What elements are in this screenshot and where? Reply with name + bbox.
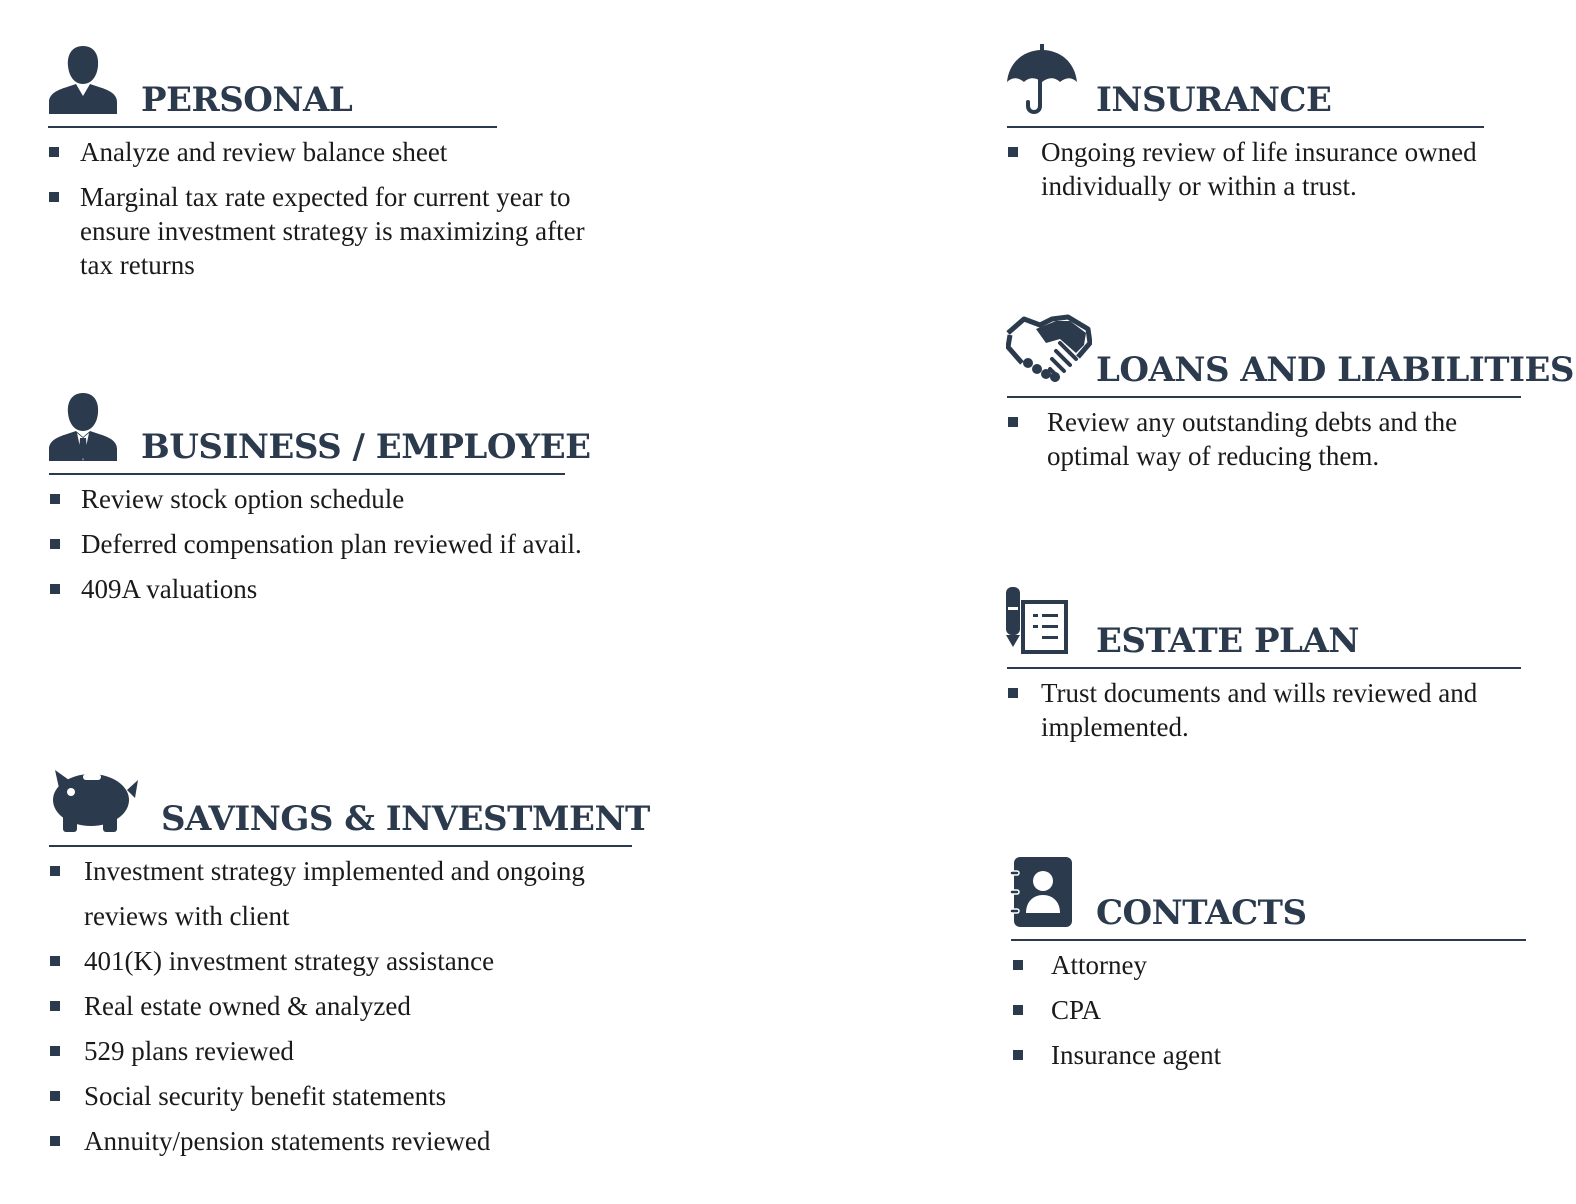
list-item: Real estate owned & analyzed bbox=[50, 984, 650, 1029]
section-title: CONTACTS bbox=[1096, 893, 1307, 933]
section-title: INSURANCE bbox=[1096, 80, 1332, 120]
bullet-icon bbox=[49, 192, 59, 202]
bullet-icon bbox=[50, 494, 60, 504]
section-rule bbox=[1007, 667, 1521, 669]
list-item: Attorney bbox=[1013, 943, 1513, 988]
list-item: 401(K) investment strategy assistance bbox=[50, 939, 650, 984]
businessman-icon bbox=[49, 391, 117, 461]
section-rule bbox=[48, 126, 497, 128]
bullet-icon bbox=[50, 866, 60, 876]
bullet-icon bbox=[1013, 960, 1023, 970]
list-item: Social security benefit statements bbox=[50, 1074, 650, 1119]
item-list bbox=[50, 482, 650, 617]
handshake-icon bbox=[1006, 313, 1092, 385]
person-icon bbox=[49, 44, 117, 114]
list-item: CPA bbox=[1013, 988, 1513, 1033]
piggy-bank-icon bbox=[49, 764, 139, 834]
bullet-icon bbox=[49, 147, 59, 157]
section-rule bbox=[1007, 126, 1484, 128]
list-item: Analyze and review balance sheet bbox=[49, 135, 609, 169]
list-item: Review stock option schedule bbox=[50, 482, 650, 516]
umbrella-icon bbox=[1006, 44, 1078, 116]
bullet-icon bbox=[50, 584, 60, 594]
section-rule bbox=[49, 473, 565, 475]
item-list bbox=[1008, 405, 1528, 484]
list-item: 529 plans reviewed bbox=[50, 1029, 650, 1074]
bullet-icon bbox=[1008, 688, 1018, 698]
bullet-icon bbox=[50, 1136, 60, 1146]
list-item: Insurance agent bbox=[1013, 1033, 1513, 1078]
section-title: LOANS AND LIABILITIES bbox=[1096, 350, 1574, 390]
item-list bbox=[50, 849, 650, 1164]
bullet-icon bbox=[50, 1001, 60, 1011]
list-item: Annuity/pension statements reviewed bbox=[50, 1119, 650, 1164]
section-rule bbox=[1011, 939, 1526, 941]
bullet-icon bbox=[50, 539, 60, 549]
bullet-icon bbox=[50, 956, 60, 966]
list-item: Marginal tax rate expected for current year to ensure investment strategy is maximizing after tax returns bbox=[49, 180, 609, 282]
list-item: Trust documents and wills reviewed and implemented. bbox=[1008, 676, 1528, 744]
item-list bbox=[1013, 943, 1513, 1078]
contact-book-icon bbox=[1010, 857, 1072, 927]
bullet-icon bbox=[1008, 417, 1018, 427]
bullet-icon bbox=[1013, 1050, 1023, 1060]
section-title: PERSONAL bbox=[141, 80, 353, 120]
bullet-icon bbox=[1013, 1005, 1023, 1015]
section-title: ESTATE PLAN bbox=[1096, 621, 1359, 661]
section-title: BUSINESS / EMPLOYEE bbox=[141, 427, 591, 467]
list-item: Deferred compensation plan reviewed if avail. bbox=[50, 527, 650, 561]
section-rule bbox=[49, 845, 632, 847]
section-title: SAVINGS & INVESTMENT bbox=[161, 799, 650, 839]
item-list bbox=[1008, 676, 1528, 755]
document-pen-icon bbox=[1006, 585, 1070, 657]
list-item: 409A valuations bbox=[50, 572, 650, 606]
list-item: Review any outstanding debts and the optimal way of reducing them. bbox=[1008, 405, 1528, 473]
section-rule bbox=[1007, 396, 1521, 398]
bullet-icon bbox=[1008, 147, 1018, 157]
item-list bbox=[1008, 135, 1528, 214]
bullet-icon bbox=[50, 1046, 60, 1056]
list-item: Investment strategy implemented and ongoing reviews with client bbox=[50, 849, 650, 939]
bullet-icon bbox=[50, 1091, 60, 1101]
item-list bbox=[49, 135, 609, 293]
list-item: Ongoing review of life insurance owned individually or within a trust. bbox=[1008, 135, 1528, 203]
